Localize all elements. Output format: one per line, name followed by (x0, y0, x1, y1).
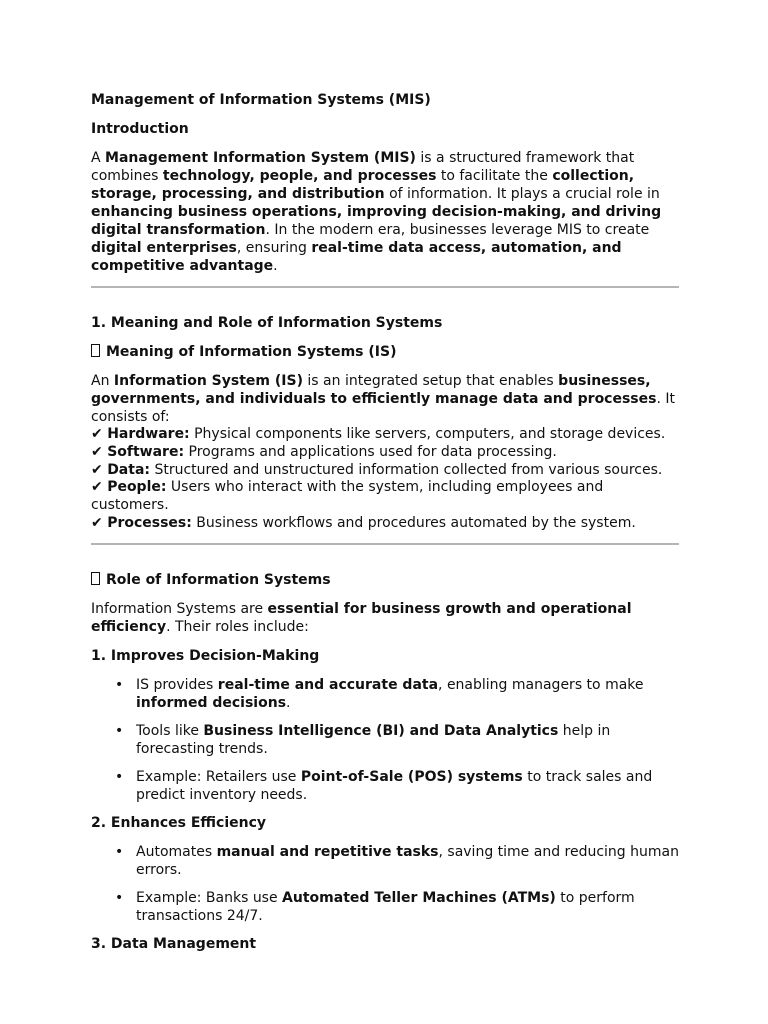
check-icon: ✔ (91, 426, 103, 442)
list-item: • IS provides real-time and accurate data, enabling managers to make informed decisions. (136, 676, 679, 712)
role-2-heading: 2. Enhances Efficiency (91, 814, 267, 831)
components-checklist (91, 426, 679, 533)
list-item: • Tools like Business Intelligence (BI) and Data Analytics help in forecasting trends. (136, 722, 679, 758)
meaning-paragraph: An Information System (IS) is an integrated setup that enables businesses, governments, and individuals to efficiently manage data and processes. It consists of: (91, 373, 675, 425)
document-title: Management of Information Systems (MIS) (91, 92, 431, 108)
checklist-item-software: ✔ Software: Programs and applications used for data processing. (91, 443, 557, 460)
missing-glyph-icon (91, 572, 100, 585)
checklist-item-processes: ✔ Processes: Business workflows and procedures automated by the system. (91, 514, 636, 531)
check-icon: ✔ (91, 479, 103, 496)
check-icon: ✔ (91, 514, 103, 531)
list-item: • Example: Retailers use Point-of-Sale (POS) systems to track sales and predict inventory needs. (136, 768, 679, 804)
intro-paragraph: A Management Information System (MIS) is a structured framework that combines technology, people, and processes to facilitate the collection, storage, processing, and distribution of information. It plays a crucial role in enhancing business operations, improving decision-making, and driving digital transformation. In the modern era, businesses leverage MIS to create digital enterprises, ensuring real-time data access, automation, and competitive advantage. (91, 150, 662, 274)
check-icon: ✔ (91, 461, 103, 478)
role-2-list (91, 843, 679, 925)
meaning-subheading: Meaning of Information Systems (IS) (91, 343, 679, 361)
role-1-heading: 1. Improves Decision-Making (91, 647, 320, 664)
section-divider (91, 543, 679, 545)
section-1-heading: 1. Meaning and Role of Information Systems (91, 315, 443, 331)
document-content (91, 91, 679, 964)
list-item: • Automates manual and repetitive tasks, saving time and reducing human errors. (136, 843, 679, 879)
intro-heading: Introduction (91, 121, 189, 137)
section-divider (91, 286, 679, 288)
checklist-item-hardware: ✔ Hardware: Physical components like servers, computers, and storage devices. (91, 426, 666, 442)
check-icon: ✔ (91, 443, 103, 460)
missing-glyph-icon (91, 344, 100, 357)
checklist-item-data: ✔ Data: Structured and unstructured information collected from various sources. (91, 461, 663, 478)
roles-paragraph: Information Systems are essential for business growth and operational efficiency. Their roles include: (91, 600, 632, 635)
roles-subheading: Role of Information Systems (91, 571, 679, 589)
role-3-heading: 3. Data Management (91, 935, 257, 952)
role-1-list (91, 676, 679, 804)
list-item: • Example: Banks use Automated Teller Machines (ATMs) to perform transactions 24/7. (136, 889, 679, 925)
checklist-item-people: ✔ People: Users who interact with the system, including employees and customers. (91, 479, 604, 514)
